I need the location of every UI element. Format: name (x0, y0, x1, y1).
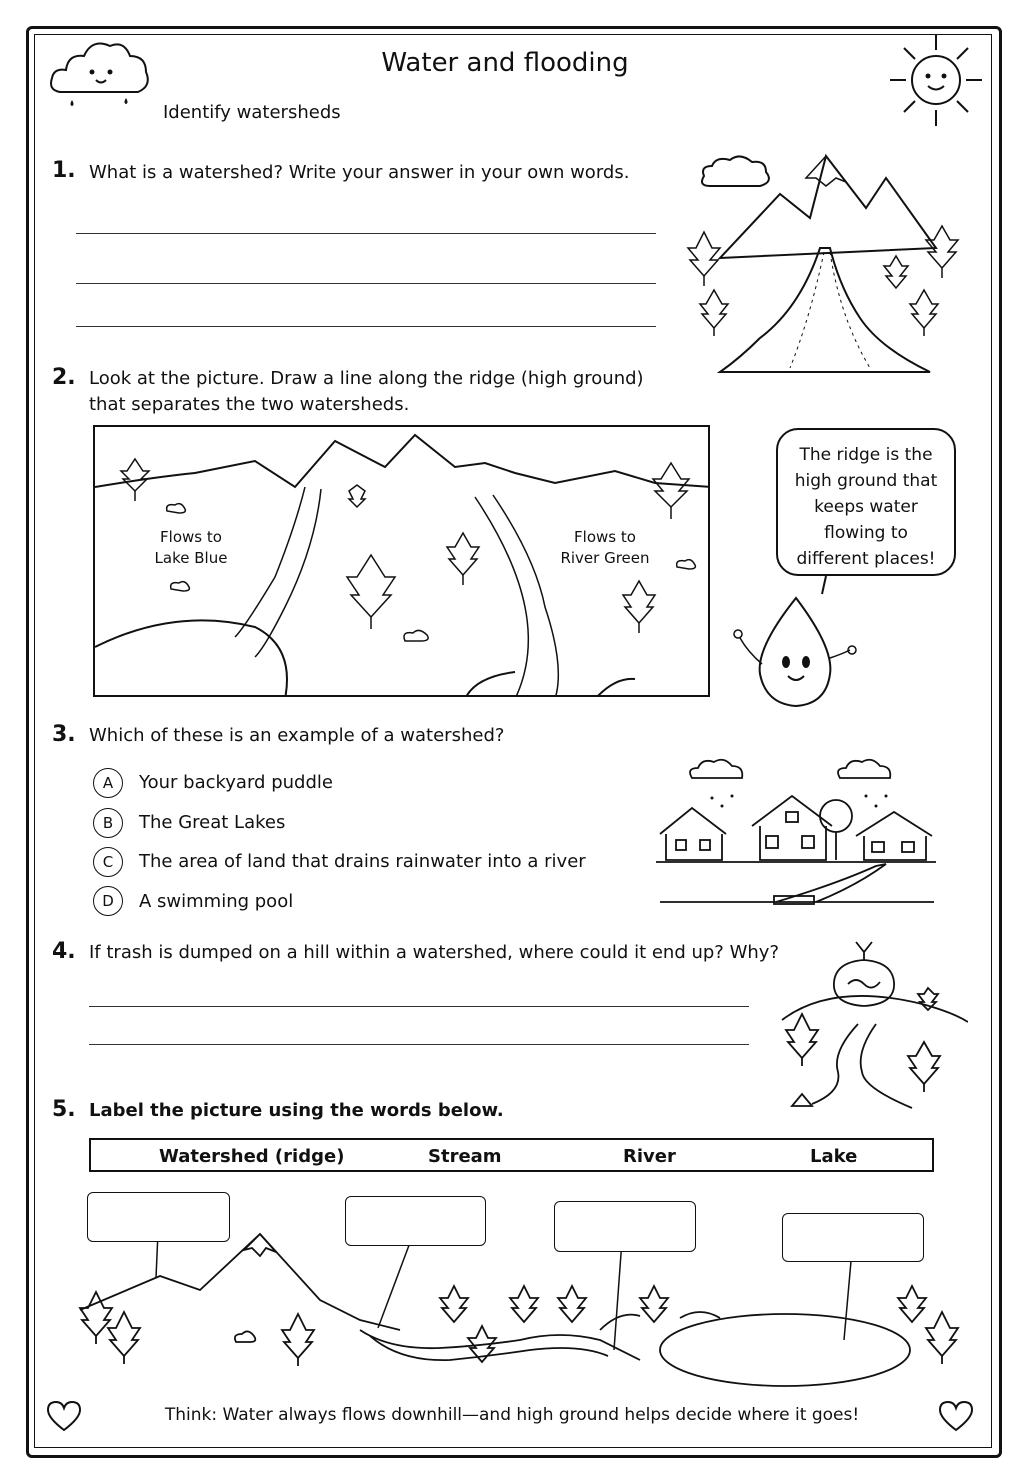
bubble-line-4: flowing to (824, 523, 908, 543)
answer-line-4[interactable] (89, 1006, 749, 1007)
answer-line-5[interactable] (89, 1044, 749, 1045)
question-2-number: 2. (52, 365, 76, 390)
houses-rain-illustration (656, 756, 936, 912)
word-bank-river: River (623, 1146, 676, 1167)
sun-icon (884, 30, 988, 130)
page-title: Water and flooding (381, 48, 629, 78)
bubble-line-3: keeps water (814, 497, 918, 517)
left-watershed-label (151, 527, 231, 569)
word-bank-lake: Lake (810, 1146, 858, 1167)
mountain-river-illustration (680, 148, 970, 380)
question-5-text: Label the picture using the words below. (89, 1100, 504, 1121)
page-subtitle: Identify watersheds (163, 102, 341, 123)
label-box-1[interactable] (87, 1192, 230, 1242)
bubble-line-5: different places! (796, 549, 936, 569)
label-box-3[interactable] (554, 1201, 696, 1252)
option-b-text[interactable]: The Great Lakes (139, 812, 286, 833)
question-4-text: If trash is dumped on a hill within a watershed, where could it end up? Why? (89, 942, 779, 963)
question-4-number: 4. (52, 939, 76, 964)
option-c-text[interactable]: The area of land that drains rainwater into a river (139, 851, 586, 872)
option-b-circle[interactable]: B (93, 808, 123, 838)
bubble-line-2: high ground that (794, 471, 938, 491)
left-watershed-label-line2: Lake Blue (154, 549, 228, 567)
right-watershed-label (555, 527, 655, 569)
water-drop-mascot-icon (726, 574, 866, 714)
speech-bubble (776, 428, 956, 576)
label-box-4[interactable] (782, 1213, 924, 1262)
right-watershed-label-line1: Flows to (574, 528, 636, 546)
word-bank (89, 1138, 934, 1172)
question-2-text-line2: that separates the two watersheds. (89, 394, 410, 415)
word-bank-watershed: Watershed (ridge) (159, 1146, 345, 1167)
option-d-circle[interactable]: D (93, 886, 123, 916)
question-5-number: 5. (52, 1097, 76, 1122)
answer-line-3[interactable] (76, 326, 656, 327)
right-watershed-label-line2: River Green (560, 549, 650, 567)
footer-tip: Think: Water always flows downhill—and high ground helps decide where it goes! (164, 1405, 860, 1425)
question-1-number: 1. (52, 158, 76, 183)
watershed-picture[interactable] (93, 425, 710, 697)
option-d-text[interactable]: A swimming pool (139, 891, 294, 912)
bubble-line-1: The ridge is the (799, 445, 933, 465)
question-1-text: What is a watershed? Write your answer in your own words. (89, 162, 630, 183)
question-3-text: Which of these is an example of a watershed? (89, 725, 505, 746)
trash-hill-illustration (772, 932, 968, 1112)
word-bank-stream: Stream (428, 1146, 502, 1167)
answer-line-1[interactable] (76, 233, 656, 234)
option-a-circle[interactable]: A (93, 768, 123, 798)
option-a-text[interactable]: Your backyard puddle (139, 772, 333, 793)
option-c-circle[interactable]: C (93, 847, 123, 877)
label-box-2[interactable] (345, 1196, 486, 1246)
question-3-number: 3. (52, 722, 76, 747)
answer-line-2[interactable] (76, 283, 656, 284)
left-watershed-label-line1: Flows to (160, 528, 222, 546)
question-2-text-line1: Look at the picture. Draw a line along the ridge (high ground) (89, 368, 644, 389)
